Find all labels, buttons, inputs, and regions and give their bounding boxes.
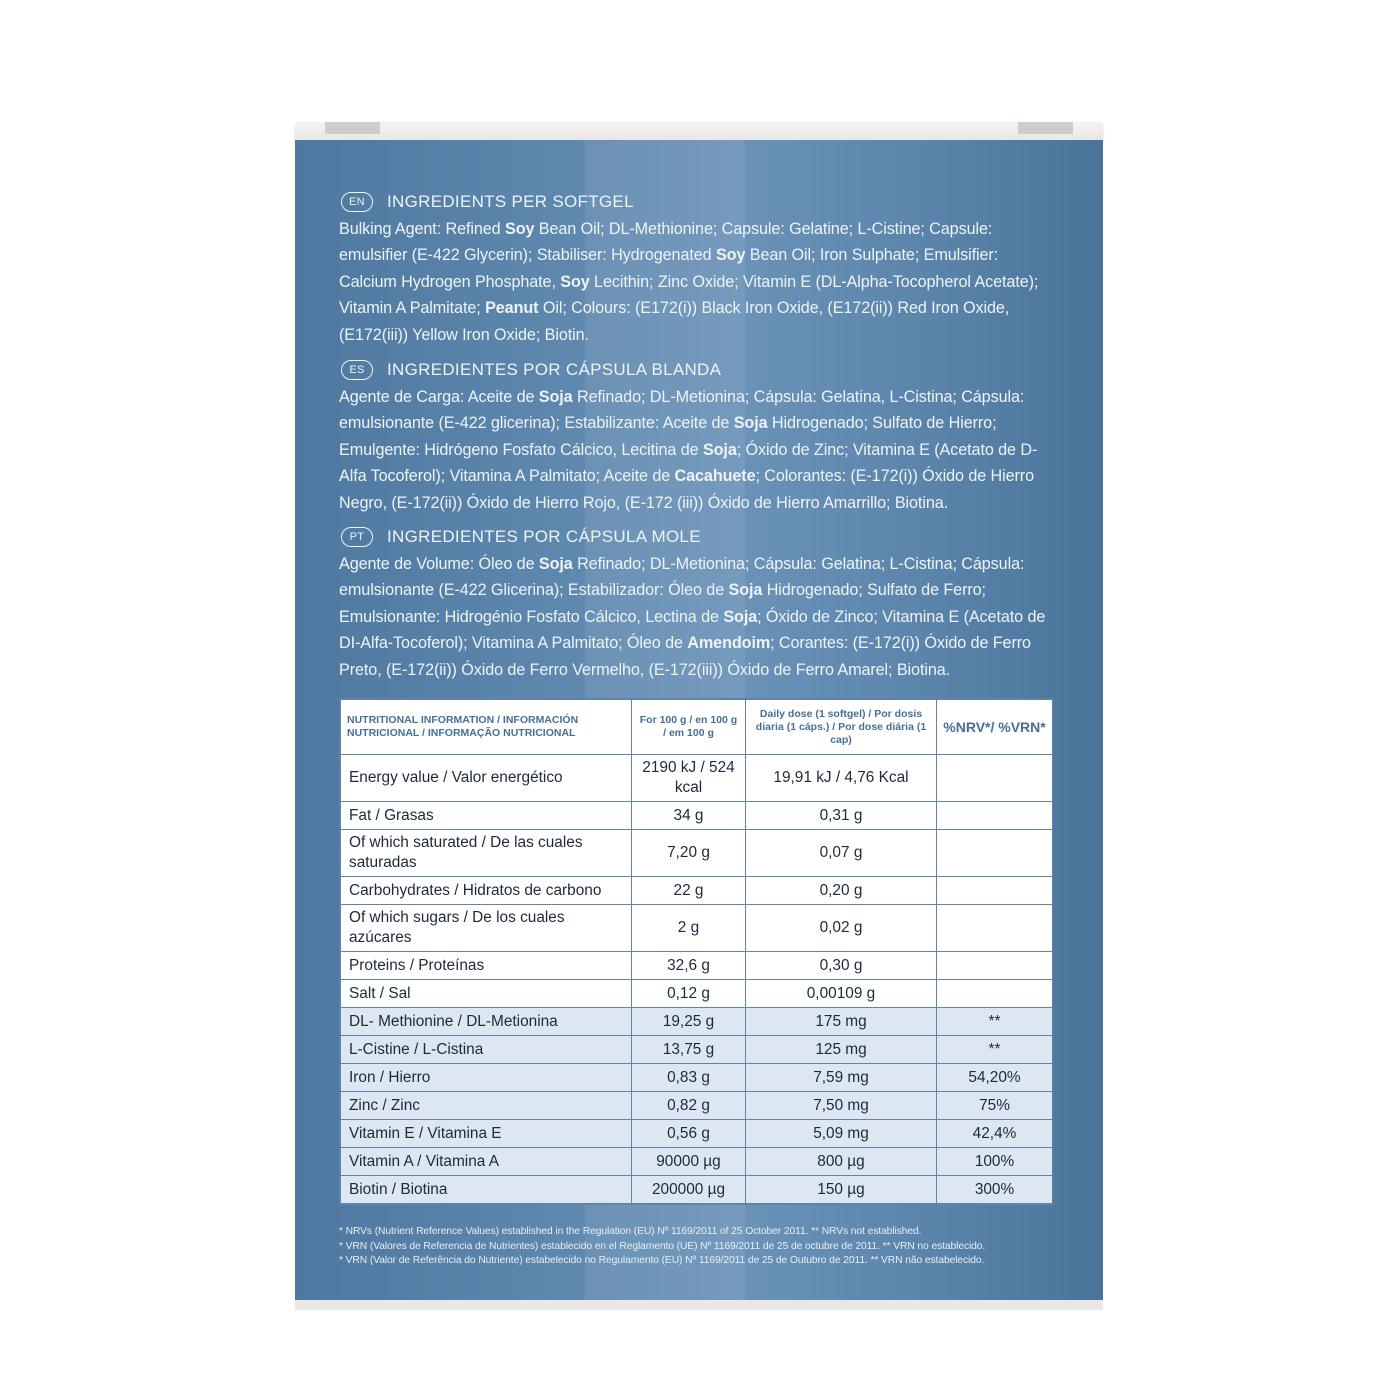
allergen-text: Soja: [702, 440, 737, 459]
nutrition-header-row: [341, 700, 1053, 755]
per-100g-value: 2190 kJ / 524 kcal: [632, 755, 746, 802]
footnotes: [339, 1225, 1059, 1269]
nutrient-label: Fat / Grasas: [341, 802, 632, 830]
allergen-text: Soja: [728, 581, 763, 600]
nutrition-row: [341, 802, 1053, 830]
ingredients-en: [339, 190, 1059, 348]
box-bottom-edge: [295, 1300, 1103, 1310]
daily-dose-value: 0,30 g: [746, 952, 937, 980]
ingredient-text: ; Corantes: (E-172(i)) Óxido de Ferro Preto, (E-172(ii)) Óxido de Ferro Vermelho, (E-172(iii)) Óxido de Ferro Amarel; Biotina.: [339, 634, 1031, 679]
ingredients-text-en: [339, 216, 1059, 348]
daily-dose-value: 0,00109 g: [746, 980, 937, 1008]
nrv-value: [937, 952, 1053, 980]
nrv-value: [937, 830, 1053, 877]
allergen-text: Soja: [538, 388, 573, 406]
per-100g-value: 7,20 g: [632, 830, 746, 877]
daily-dose-value: 0,20 g: [746, 877, 937, 905]
daily-dose-value: 800 µg: [746, 1148, 937, 1176]
per-100g-value: 13,75 g: [632, 1036, 746, 1064]
nutrition-row: [341, 1092, 1053, 1120]
ingredients-es: [339, 358, 1059, 516]
daily-dose-value: 0,02 g: [746, 905, 937, 952]
nutrition-row: [341, 905, 1053, 952]
nrv-value: [937, 802, 1053, 830]
nutrition-row: [341, 1176, 1053, 1204]
nutrition-row: [341, 1148, 1053, 1176]
nutrient-label: Vitamin A / Vitamina A: [341, 1148, 632, 1176]
nrv-value: [937, 755, 1053, 802]
allergen-text: Soy: [560, 272, 590, 291]
nutrient-label: Biotin / Biotina: [341, 1176, 632, 1204]
nutrient-label: Salt / Sal: [341, 980, 632, 1008]
nutrition-row: [341, 980, 1053, 1008]
ingredient-text: Hidrogenado; Sulfato de Ferro; Emulsionante: Hidrogénio Fosfato Cálcico, Lectina de: [339, 581, 986, 626]
daily-dose-value: 0,31 g: [746, 802, 937, 830]
per-100g-value: 2 g: [632, 905, 746, 952]
nutrient-label: Proteins / Proteínas: [341, 952, 632, 980]
header-daily-dose: Daily dose (1 softgel) / Por dosis diaria (1 cáps.) / Por dose diária (1 cap): [746, 700, 937, 755]
header-nutritional-info: NUTRITIONAL INFORMATION / INFORMACIÓN NUTRICIONAL / INFORMAÇÃO NUTRICIONAL: [341, 700, 632, 755]
footnote-es: * VRN (Valores de Referencia de Nutrientes) establecido en el Reglamento (UE) Nº 1169/2011 de 25 de octubre de 2011. ** VRN no establecido.: [339, 1240, 986, 1252]
footnote-en: * NRVs (Nutrient Reference Values) established in the Regulation (EU) Nº 1169/2011 of 25 October 2011. ** NRVs not established.: [339, 1226, 922, 1237]
nutrition-row: [341, 1120, 1053, 1148]
nutrition-row: [341, 1008, 1053, 1036]
nrv-value: **: [937, 1036, 1053, 1064]
header-per-100g: For 100 g / en 100 g / em 100 g: [632, 700, 746, 755]
daily-dose-value: 7,59 mg: [746, 1064, 937, 1092]
nutrient-label: DL- Methionine / DL-Metionina: [341, 1008, 632, 1036]
ingredient-text: Refinado; DL-Metionina; Cápsula: Gelatina, L-Cistina; Cápsula: emulsionante (E-422 glicerina); Estabilizante: Aceite de: [339, 388, 1025, 433]
nutrition-body: [341, 755, 1053, 1204]
nrv-value: **: [937, 1008, 1053, 1036]
per-100g-value: 34 g: [632, 802, 746, 830]
allergen-text: Cacahuete: [674, 467, 756, 486]
ingredient-text: Agente de Carga: Aceite de: [339, 388, 539, 406]
nutrient-label: Of which saturated / De las cuales saturadas: [341, 830, 632, 877]
ingredient-text: Refinado; DL-Metionina; Cápsula: Gelatina; L-Cistina; Cápsula: emulsionante (E-422 Glicerina); Estabilizador: Óleo de: [339, 555, 1025, 600]
nutrient-label: Vitamin E / Vitamina E: [341, 1120, 632, 1148]
per-100g-value: 0,12 g: [632, 980, 746, 1008]
daily-dose-value: 5,09 mg: [746, 1120, 937, 1148]
nrv-value: 100%: [937, 1148, 1053, 1176]
ingredient-text: ; Óxido de Zinc; Vitamina E (Acetato de D-Alfa Tocoferol); Vitamina A Palmitato; Aceite de: [339, 440, 1038, 486]
nutrition-row: [341, 830, 1053, 877]
daily-dose-value: 175 mg: [746, 1008, 937, 1036]
package-back-panel: [295, 140, 1103, 1303]
nrv-value: [937, 905, 1053, 952]
ingredients-text-pt: [339, 551, 1059, 683]
nrv-value: 300%: [937, 1176, 1053, 1204]
daily-dose-value: 0,07 g: [746, 830, 937, 877]
per-100g-value: 19,25 g: [632, 1008, 746, 1036]
nutrient-label: Of which sugars / De los cuales azúcares: [341, 905, 632, 952]
ingredient-text: Oil; Colours: (E172(i)) Black Iron Oxide, (E172(ii)) Red Iron Oxide, (E172(iii)) Yellow Iron Oxide; Biotin.: [339, 299, 1010, 344]
allergen-text: Soja: [723, 607, 758, 626]
header-nrv: %NRV*/ %VRN*: [937, 700, 1053, 755]
allergen-text: Peanut: [485, 299, 539, 318]
section-title-es: INGREDIENTES POR CÁPSULA BLANDA: [387, 360, 722, 379]
nrv-value: 42,4%: [937, 1120, 1053, 1148]
ingredient-text: Hidrogenado; Sulfato de Hierro; Emulgente: Hidrógeno Fosfato Cálcico, Lecitina de: [339, 414, 997, 459]
allergen-text: Soy: [715, 246, 746, 265]
ingredients-text-es: [339, 384, 1059, 516]
box-notch-right: [1018, 122, 1073, 134]
ingredient-text: ; Óxido de Zinco; Vitamina E (Acetato de DI-Alfa-Tocoferol); Vitamina A Palmitato; Óleo de: [339, 607, 1046, 653]
per-100g-value: 200000 µg: [632, 1176, 746, 1204]
lang-badge-pt: PT: [341, 527, 373, 547]
ingredient-text: ; Colorantes: (E-172(i)) Óxido de Hierro Negro, (E-172(ii)) Óxido de Hierro Rojo, (E-172 (iii)) Óxido de Hierro Amarrillo; Biotina.: [339, 467, 1034, 512]
lang-badge-en: EN: [341, 192, 373, 212]
allergen-text: Soja: [733, 414, 768, 433]
nrv-value: 75%: [937, 1092, 1053, 1120]
nutrient-label: Iron / Hierro: [341, 1064, 632, 1092]
per-100g-value: 22 g: [632, 877, 746, 905]
section-title-pt: INGREDIENTES POR CÁPSULA MOLE: [387, 527, 701, 546]
nutrition-row: [341, 1064, 1053, 1092]
ingredient-text: Agente de Volume: Óleo de: [339, 555, 539, 573]
nutrition-row: [341, 755, 1053, 802]
allergen-text: Soja: [538, 555, 573, 573]
per-100g-value: 90000 µg: [632, 1148, 746, 1176]
box-notch-left: [325, 122, 380, 134]
daily-dose-value: 7,50 mg: [746, 1092, 937, 1120]
daily-dose-value: 150 µg: [746, 1176, 937, 1204]
lang-badge-es: ES: [341, 360, 373, 380]
section-title-en: INGREDIENTS PER SOFTGEL: [387, 192, 634, 211]
daily-dose-value: 125 mg: [746, 1036, 937, 1064]
nutrition-row: [341, 877, 1053, 905]
nrv-value: [937, 877, 1053, 905]
ingredients-pt: [339, 525, 1059, 683]
nutrition-row: [341, 1036, 1053, 1064]
allergen-text: Soy: [505, 220, 535, 238]
ingredient-text: Bean Oil; Iron Sulphate; Emulsifier: Calcium Hydrogen Phosphate,: [339, 246, 999, 291]
per-100g-value: 0,56 g: [632, 1120, 746, 1148]
nutrient-label: Zinc / Zinc: [341, 1092, 632, 1120]
nutrition-row: [341, 952, 1053, 980]
allergen-text: Amendoim: [687, 634, 771, 653]
nutrient-label: L-Cistine / L-Cistina: [341, 1036, 632, 1064]
nutrient-label: Energy value / Valor energético: [341, 755, 632, 802]
per-100g-value: 0,82 g: [632, 1092, 746, 1120]
ingredient-text: Lecithin; Zinc Oxide; Vitamin E (DL-Alpha-Tocopherol Acetate); Vitamin A Palmitate;: [339, 272, 1039, 318]
footnote-pt: * VRN (Valor de Referência do Nutriente) estabelecido no Regulamento (EU) Nº 1169/2011 de 25 de Outubro de 2011. ** VRN não estabelecido.: [339, 1255, 985, 1266]
nutrient-label: Carbohydrates / Hidratos de carbono: [341, 877, 632, 905]
nrv-value: 54,20%: [937, 1064, 1053, 1092]
ingredient-text: Bean Oil; DL-Methionine; Capsule: Gelatine; L-Cistine; Capsule: emulsifier (E-422 Glycerin); Stabiliser: Hydrogenated: [339, 220, 993, 265]
nrv-value: [937, 980, 1053, 1008]
per-100g-value: 0,83 g: [632, 1064, 746, 1092]
daily-dose-value: 19,91 kJ / 4,76 Kcal: [746, 755, 937, 802]
nutrition-table: [339, 698, 1053, 1205]
per-100g-value: 32,6 g: [632, 952, 746, 980]
ingredient-text: Bulking Agent: Refined: [339, 220, 505, 238]
